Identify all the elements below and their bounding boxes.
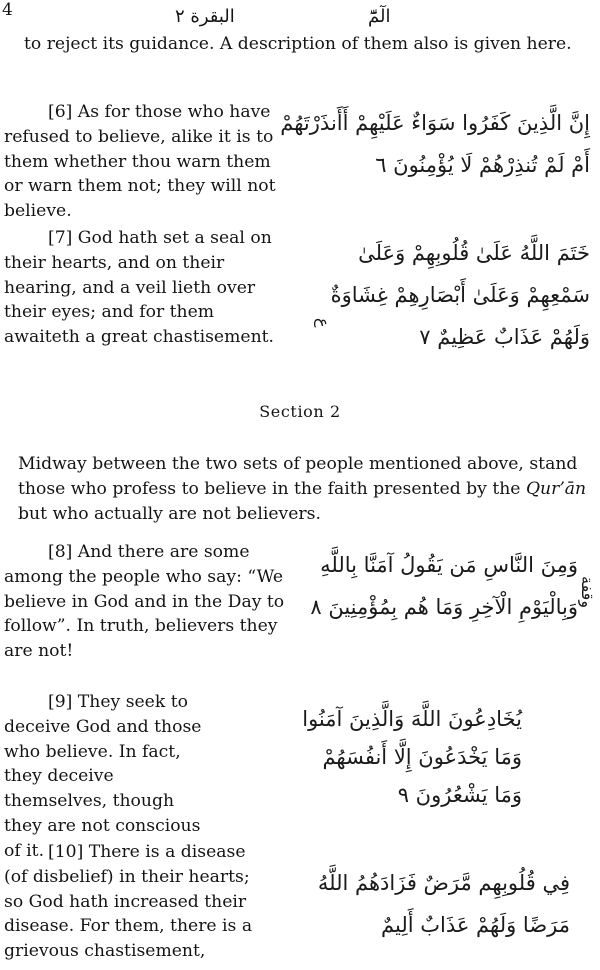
juz-name: الٓمّٓ: [368, 6, 391, 27]
arabic-line: وَمَا يَشْعُرُونَ ٩: [397, 783, 522, 807]
verse-6-arabic: [280, 102, 590, 186]
arabic-line: سَمْعِهِمْ وَعَلَىٰ أَبْصَارِهِمْ غِشَاوَةٌ: [330, 283, 590, 307]
arabic-line: وَلَهُمْ عَذَابٌ عَظِيمٌ ٧: [419, 325, 590, 349]
verse-7-arabic: [310, 232, 590, 358]
arabic-line: وَمَا يَخْدَعُونَ إِلَّا أَنفُسَهُمْ: [322, 745, 522, 769]
waqf-margin-mark: وقفة: [578, 576, 597, 609]
arabic-line: وَمِنَ النَّاسِ مَن يَقُولُ آمَنَّا بِاللَّهِ: [320, 553, 578, 577]
page-header: [0, 2, 600, 30]
verse-8-arabic: [308, 544, 578, 628]
verse-6-translation: [6] As for those who have refused to believe, alike it is to them whether thou warn them or warn them not; they will not believe.: [4, 102, 276, 222]
verse-9-arabic: [272, 700, 522, 814]
section-intro-text: Midway between the two sets of people mentioned above, stand those who profess to believe in the faith presented by the: [18, 454, 578, 499]
verse-8-translation: [8] And there are some among the people who say: “We believe in God and in the Day to follow”. In truth, believers they are not!: [4, 542, 285, 662]
arabic-line: إِنَّ الَّذِينَ كَفَرُوا سَوَاءٌ عَلَيْهِمْ أَأَنذَرْتَهُمْ: [280, 111, 590, 135]
page-number: 4: [2, 0, 13, 20]
verse-9-translation: [9] They seek to deceive God and those who believe. In fact, they deceive themselves, though they are not conscious of it.: [4, 692, 202, 861]
arabic-line: وَبِالْيَوْمِ الْآخِرِ وَمَا هُم بِمُؤْمِنِينَ ٨: [310, 595, 578, 619]
intro-paragraph: to reject its guidance. A description of them also is given here.: [24, 34, 572, 54]
section-intro-paragraph: [18, 452, 596, 527]
ruku-margin-mark: ع: [314, 318, 333, 328]
surah-name: البقرة ٢: [175, 6, 235, 27]
quran-term: Qur’ān: [525, 479, 587, 499]
verse-10-translation: [10] There is a disease (of disbelief) in their hearts; so God hath increased their disease. For them, there is a grievous chastisement,: [4, 842, 253, 962]
arabic-line: فِي قُلُوبِهِم مَّرَضٌ فَزَادَهُمُ اللَّهُ: [317, 871, 570, 895]
arabic-line: مَرَضًا وَلَهُمْ عَذَابٌ أَلِيمٌ: [381, 913, 570, 937]
section-intro-text: but who actually are not believers.: [18, 504, 321, 524]
verse-10-arabic: [308, 862, 570, 946]
verse-7-translation: [7] God hath set a seal on their hearts, and on their hearing, and a veil lieth over their eyes; and for them awaiteth a great chastisement.: [4, 228, 275, 348]
arabic-line: يُخَادِعُونَ اللَّهَ وَالَّذِينَ آمَنُوا: [302, 707, 522, 731]
arabic-line: أَمْ لَمْ تُنذِرْهُمْ لَا يُؤْمِنُونَ ٦: [375, 153, 590, 177]
section-heading: Section 2: [259, 402, 341, 421]
arabic-line: خَتَمَ اللَّهُ عَلَىٰ قُلُوبِهِمْ وَعَلَىٰ: [358, 241, 590, 265]
